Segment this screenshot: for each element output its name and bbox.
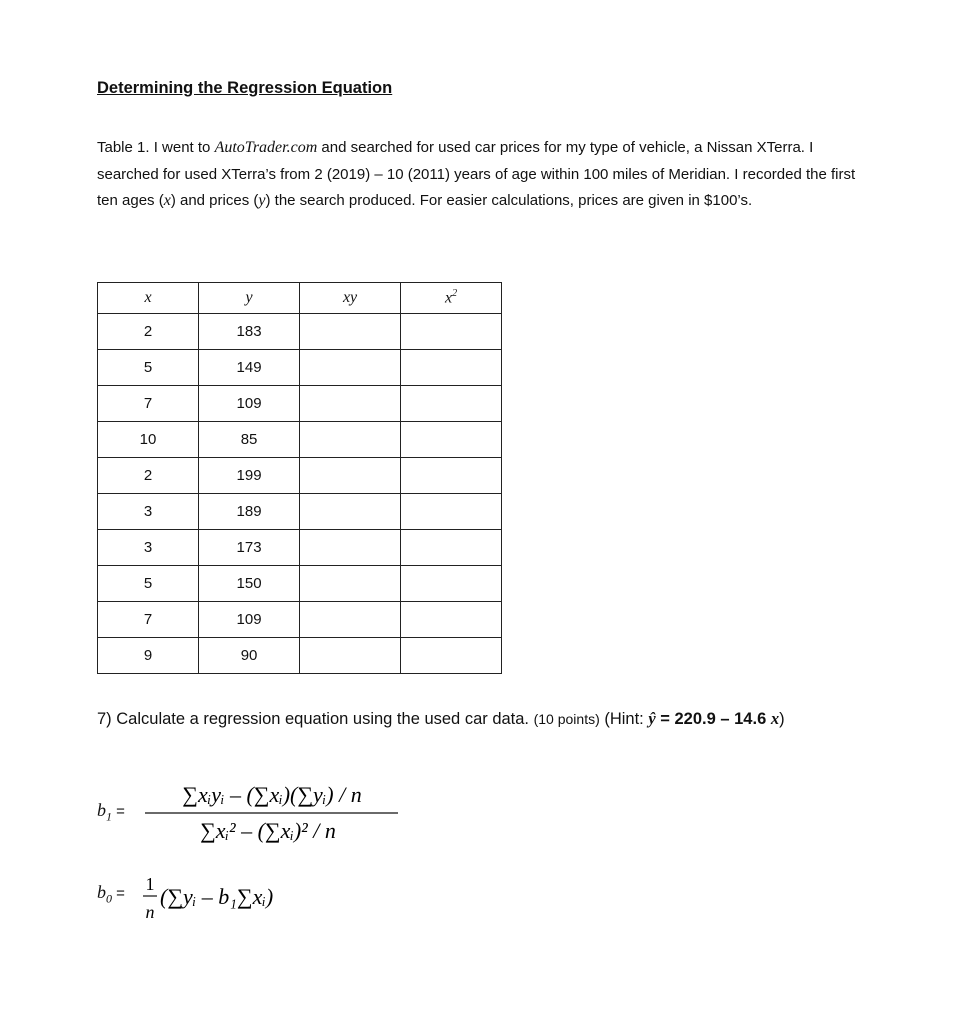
b1-formula (140, 775, 405, 860)
table-cell: 109 (198, 602, 299, 638)
table-cell (300, 314, 401, 350)
table-cell: 149 (198, 350, 299, 386)
table-row (98, 458, 502, 494)
col-header-x: x (98, 283, 199, 314)
data-table (97, 282, 502, 674)
b1-denominator: ∑xᵢ² – (∑xᵢ)² / n (200, 818, 336, 843)
table-cell (401, 458, 502, 494)
b0-body: (∑yᵢ – b₁∑xᵢ) (160, 884, 274, 909)
table-cell: 150 (198, 566, 299, 602)
table-cell: 90 (198, 638, 299, 674)
b0-expression (140, 870, 320, 930)
b0-n: n (145, 902, 155, 922)
table-cell (300, 566, 401, 602)
table-cell: 109 (198, 386, 299, 422)
table-cell: 2 (98, 314, 199, 350)
table-cell (401, 530, 502, 566)
table-cell (401, 386, 502, 422)
table-cell (300, 494, 401, 530)
col-header-x-squared: $x^2$ (401, 283, 502, 314)
b0-one: 1 (145, 874, 155, 894)
table-cell: 5 (98, 350, 199, 386)
table-cell: 3 (98, 530, 199, 566)
table-cell (401, 350, 502, 386)
b1-numerator: ∑xᵢyᵢ – (∑xᵢ)(∑yᵢ) / n (182, 782, 362, 807)
table-row (98, 350, 502, 386)
intro-paragraph: Table 1. I went to AutoTrader.com and searched for used car prices for my type of vehicle, a Nissan XTerra. I searched for used XTerra’s from 2 (2019) – 10 (2011) years of age within 100 miles of Meridian. I recorded the first ten ages (x) and prices (y) the search produced. For easier calculations, prices are given in $100’s. (97, 139, 856, 209)
b0-label: $b_0$ = (97, 882, 125, 906)
table-row (98, 638, 502, 674)
col-header-y: y (198, 283, 299, 314)
table-cell: 10 (98, 422, 199, 458)
table-cell (300, 530, 401, 566)
b1-fraction (140, 775, 405, 855)
table-cell: 9 (98, 638, 199, 674)
table-cell (401, 422, 502, 458)
table-cell: 183 (198, 314, 299, 350)
table-cell (401, 638, 502, 674)
table-row (98, 422, 502, 458)
table-cell (401, 494, 502, 530)
table-row (98, 386, 502, 422)
table-cell: 173 (198, 530, 299, 566)
question-7: 7) Calculate a regression equation using the used car data. (10 points) (Hint: ŷ = 220.9 – 14.6 x) (97, 709, 785, 728)
b1-label: $b_1$ = (97, 800, 125, 824)
table-cell (300, 458, 401, 494)
table-cell: 2 (98, 458, 199, 494)
site-name: AutoTrader.com (214, 139, 318, 156)
table-cell (401, 602, 502, 638)
table-body (98, 314, 502, 674)
table-row (98, 530, 502, 566)
col-header-xy: xy (300, 283, 401, 314)
table-cell (401, 566, 502, 602)
table-cell: 7 (98, 602, 199, 638)
table-cell: 3 (98, 494, 199, 530)
y-hat-symbol: ŷ (648, 709, 656, 728)
table-cell (401, 314, 502, 350)
table-cell (300, 386, 401, 422)
table-cell: 189 (198, 494, 299, 530)
table-row (98, 494, 502, 530)
table-cell: 5 (98, 566, 199, 602)
table-cell: 199 (198, 458, 299, 494)
table-cell: 7 (98, 386, 199, 422)
table-row (98, 314, 502, 350)
table-row (98, 602, 502, 638)
table-cell (300, 602, 401, 638)
table-cell (300, 350, 401, 386)
page-title: Determining the Regression Equation (97, 79, 393, 97)
table-cell: 85 (198, 422, 299, 458)
b0-formula (140, 870, 320, 935)
table-cell (300, 638, 401, 674)
table-row (98, 566, 502, 602)
table-cell (300, 422, 401, 458)
